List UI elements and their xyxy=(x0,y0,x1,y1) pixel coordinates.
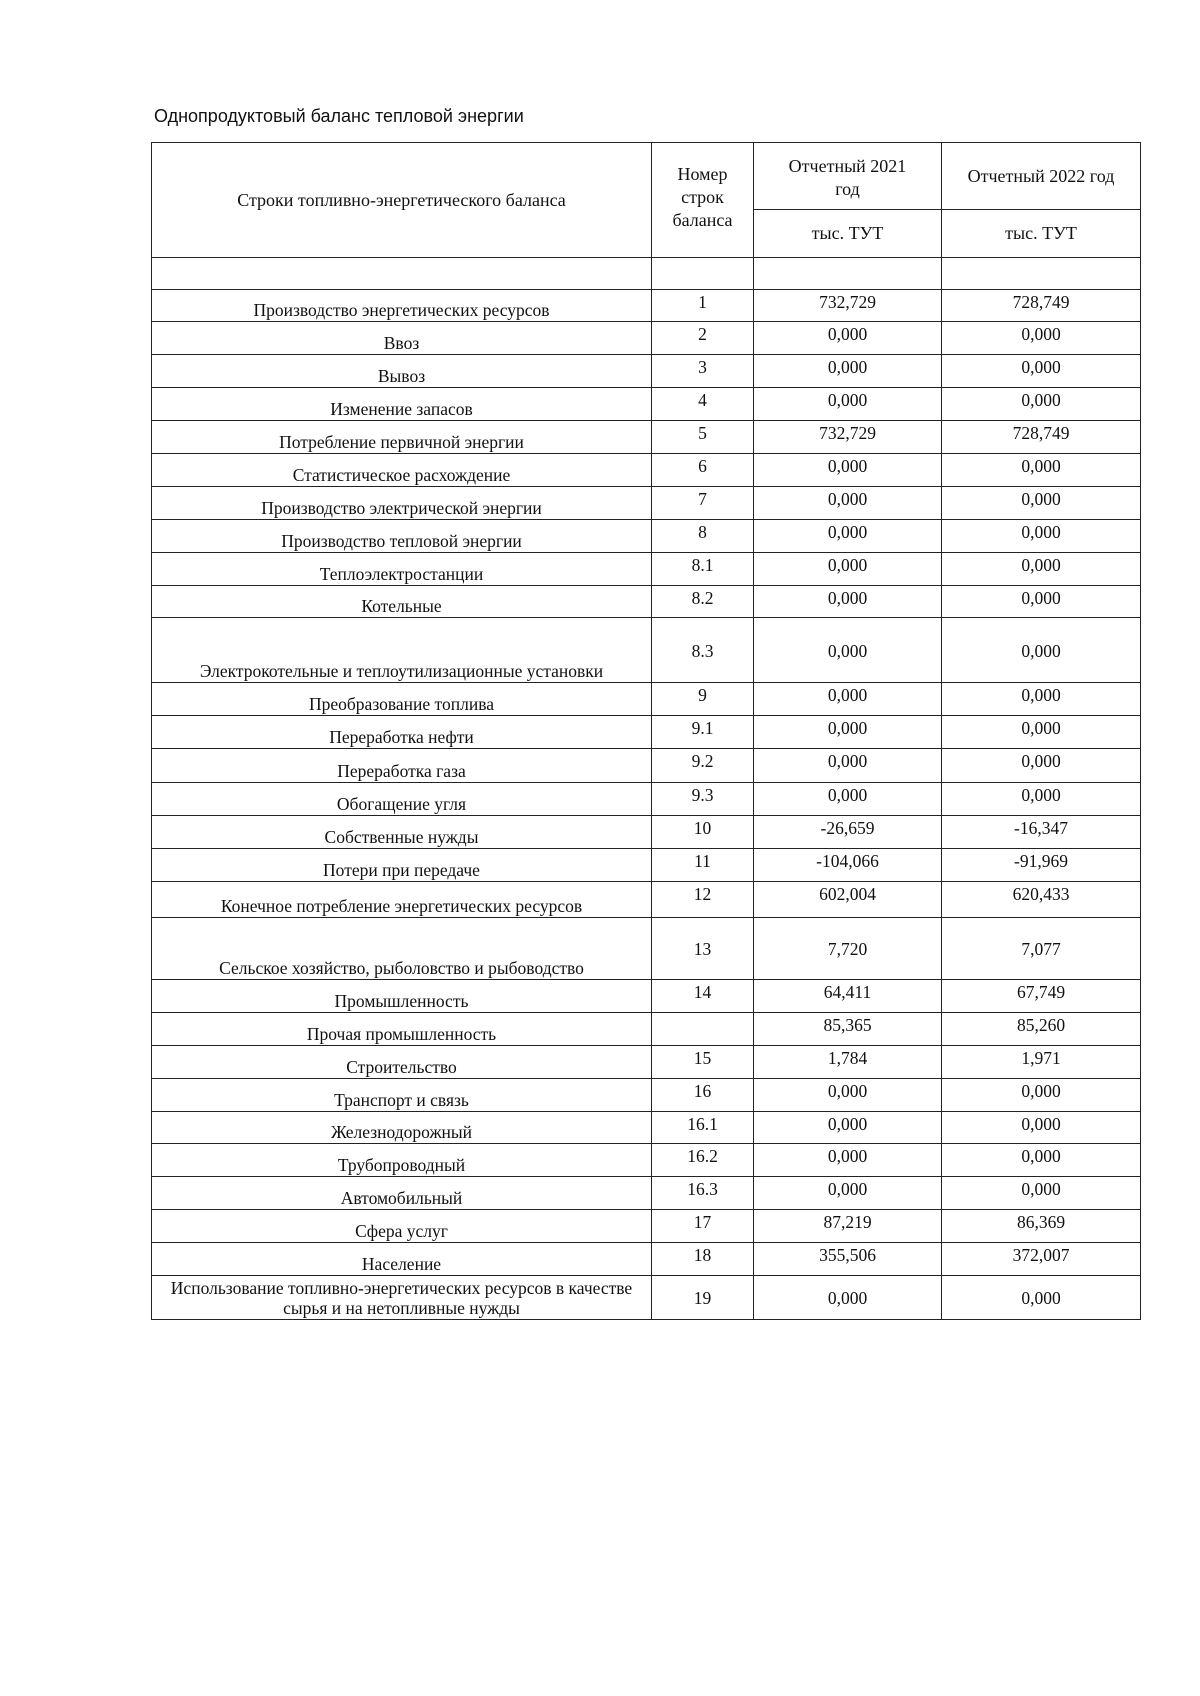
row-name-cell: Использование топливно-энергетических ресурсов в качестве сырья и на нетопливные нужды xyxy=(152,1276,652,1320)
row-number-cell: 2 xyxy=(652,322,754,355)
row-name-cell: Вывоз xyxy=(152,355,652,388)
value-2021-cell: 0,000 xyxy=(754,783,942,816)
table-row xyxy=(152,816,1141,849)
header-row xyxy=(152,143,1141,210)
value-2021-cell: 0,000 xyxy=(754,388,942,421)
row-name-cell: Производство тепловой энергии xyxy=(152,520,652,553)
value-2022-cell: 0,000 xyxy=(942,683,1141,716)
value-2021-cell: 0,000 xyxy=(754,683,942,716)
row-number-cell: 7 xyxy=(652,487,754,520)
row-name-cell: Трубопроводный xyxy=(152,1144,652,1177)
table-row xyxy=(152,918,1141,980)
row-number-cell: 12 xyxy=(652,882,754,918)
spacer-row xyxy=(152,258,1141,290)
row-name-cell: Изменение запасов xyxy=(152,388,652,421)
value-2021-cell: 0,000 xyxy=(754,1177,942,1210)
table-row xyxy=(152,454,1141,487)
row-number-cell: 4 xyxy=(652,388,754,421)
value-2022-cell: 7,077 xyxy=(942,918,1141,980)
row-name-cell: Ввоз xyxy=(152,322,652,355)
table-row xyxy=(152,716,1141,749)
header-year-2022: Отчетный 2022 год xyxy=(942,143,1141,210)
row-name-cell: Потребление первичной энергии xyxy=(152,421,652,454)
value-2022-cell: 0,000 xyxy=(942,487,1141,520)
row-number-cell: 9.2 xyxy=(652,749,754,783)
row-number-cell: 16.1 xyxy=(652,1112,754,1144)
row-name-cell: Сфера услуг xyxy=(152,1210,652,1243)
value-2022-cell: 0,000 xyxy=(942,586,1141,618)
table-row xyxy=(152,618,1141,683)
row-number-cell: 8.2 xyxy=(652,586,754,618)
row-name-cell: Обогащение угля xyxy=(152,783,652,816)
table-row xyxy=(152,421,1141,454)
balance-table xyxy=(151,142,1141,1320)
value-2021-cell: 732,729 xyxy=(754,421,942,454)
value-2021-cell: 0,000 xyxy=(754,520,942,553)
row-number-cell xyxy=(652,1013,754,1046)
value-2022-cell: 0,000 xyxy=(942,520,1141,553)
value-2022-cell: 0,000 xyxy=(942,749,1141,783)
table-row xyxy=(152,388,1141,421)
value-2022-cell: 728,749 xyxy=(942,290,1141,322)
row-name-cell: Население xyxy=(152,1243,652,1276)
row-number-cell: 9.1 xyxy=(652,716,754,749)
row-name-cell: Преобразование топлива xyxy=(152,683,652,716)
value-2022-cell: 372,007 xyxy=(942,1243,1141,1276)
value-2021-cell: 0,000 xyxy=(754,1079,942,1112)
row-name-cell: Производство энергетических ресурсов xyxy=(152,290,652,322)
row-name-cell: Теплоэлектростанции xyxy=(152,553,652,586)
spacer-cell xyxy=(152,258,652,290)
document-title: Однопродуктовый баланс тепловой энергии xyxy=(154,106,524,126)
value-2021-cell: 64,411 xyxy=(754,980,942,1013)
value-2022-cell: 85,260 xyxy=(942,1013,1141,1046)
value-2021-cell: 0,000 xyxy=(754,553,942,586)
table-body xyxy=(152,258,1141,1320)
spacer-cell xyxy=(652,258,754,290)
table-row xyxy=(152,1276,1141,1320)
row-number-cell: 15 xyxy=(652,1046,754,1079)
header-year-2021: Отчетный 2021 год xyxy=(754,143,942,210)
row-number-cell: 10 xyxy=(652,816,754,849)
row-number-cell: 9 xyxy=(652,683,754,716)
value-2021-cell: 0,000 xyxy=(754,487,942,520)
value-2022-cell: 0,000 xyxy=(942,454,1141,487)
value-2022-cell: -91,969 xyxy=(942,849,1141,882)
value-2022-cell: 0,000 xyxy=(942,1276,1141,1320)
spacer-cell xyxy=(754,258,942,290)
row-name-cell: Статистическое расхождение xyxy=(152,454,652,487)
value-2021-cell: 0,000 xyxy=(754,749,942,783)
value-2021-cell: 0,000 xyxy=(754,716,942,749)
value-2021-cell: 355,506 xyxy=(754,1243,942,1276)
row-name-cell: Прочая промышленность xyxy=(152,1013,652,1046)
table-row xyxy=(152,355,1141,388)
row-name-cell: Строительство xyxy=(152,1046,652,1079)
row-name-cell: Потери при передаче xyxy=(152,849,652,882)
value-2021-cell: 85,365 xyxy=(754,1013,942,1046)
value-2022-cell: 0,000 xyxy=(942,322,1141,355)
value-2021-cell: -26,659 xyxy=(754,816,942,849)
table-row xyxy=(152,749,1141,783)
row-number-cell: 17 xyxy=(652,1210,754,1243)
table-row xyxy=(152,322,1141,355)
value-2022-cell: 0,000 xyxy=(942,388,1141,421)
value-2022-cell: 0,000 xyxy=(942,716,1141,749)
value-2021-cell: 7,720 xyxy=(754,918,942,980)
value-2022-cell: -16,347 xyxy=(942,816,1141,849)
value-2022-cell: 67,749 xyxy=(942,980,1141,1013)
value-2022-cell: 620,433 xyxy=(942,882,1141,918)
row-number-cell: 16.2 xyxy=(652,1144,754,1177)
unit-2021: тыс. ТУТ xyxy=(754,210,942,258)
value-2022-cell: 86,369 xyxy=(942,1210,1141,1243)
row-number-cell: 19 xyxy=(652,1276,754,1320)
table-row xyxy=(152,553,1141,586)
value-2022-cell: 0,000 xyxy=(942,1144,1141,1177)
value-2021-cell: 87,219 xyxy=(754,1210,942,1243)
row-number-cell: 9.3 xyxy=(652,783,754,816)
row-name-cell: Транспорт и связь xyxy=(152,1079,652,1112)
value-2021-cell: 0,000 xyxy=(754,322,942,355)
value-2021-cell: 0,000 xyxy=(754,586,942,618)
table-row xyxy=(152,882,1141,918)
row-name-cell: Переработка нефти xyxy=(152,716,652,749)
value-2021-cell: 0,000 xyxy=(754,454,942,487)
value-2021-cell: 0,000 xyxy=(754,618,942,683)
value-2021-cell: 0,000 xyxy=(754,355,942,388)
row-name-cell: Промышленность xyxy=(152,980,652,1013)
row-number-cell: 1 xyxy=(652,290,754,322)
row-number-cell: 5 xyxy=(652,421,754,454)
row-name-cell: Производство электрической энергии xyxy=(152,487,652,520)
row-name-cell: Сельское хозяйство, рыболовство и рыбоводство xyxy=(152,918,652,980)
table-row xyxy=(152,683,1141,716)
row-name-cell: Собственные нужды xyxy=(152,816,652,849)
row-name-cell: Конечное потребление энергетических ресурсов xyxy=(152,882,652,918)
value-2022-cell: 0,000 xyxy=(942,553,1141,586)
row-number-cell: 16.3 xyxy=(652,1177,754,1210)
table-row xyxy=(152,783,1141,816)
table-row xyxy=(152,1079,1141,1112)
table-row xyxy=(152,980,1141,1013)
value-2021-cell: 602,004 xyxy=(754,882,942,918)
table-row xyxy=(152,1013,1141,1046)
table-row xyxy=(152,1243,1141,1276)
row-number-cell: 8 xyxy=(652,520,754,553)
table-row xyxy=(152,1112,1141,1144)
value-2021-cell: 1,784 xyxy=(754,1046,942,1079)
table-row xyxy=(152,1046,1141,1079)
table-row xyxy=(152,849,1141,882)
row-number-cell: 11 xyxy=(652,849,754,882)
row-number-cell: 8.3 xyxy=(652,618,754,683)
table-row xyxy=(152,586,1141,618)
value-2022-cell: 0,000 xyxy=(942,783,1141,816)
value-2021-cell: 0,000 xyxy=(754,1276,942,1320)
value-2022-cell: 1,971 xyxy=(942,1046,1141,1079)
row-number-cell: 3 xyxy=(652,355,754,388)
value-2021-cell: -104,066 xyxy=(754,849,942,882)
row-number-cell: 6 xyxy=(652,454,754,487)
value-2021-cell: 0,000 xyxy=(754,1144,942,1177)
table-row xyxy=(152,290,1141,322)
spacer-cell xyxy=(942,258,1141,290)
table-row xyxy=(152,520,1141,553)
value-2022-cell: 0,000 xyxy=(942,618,1141,683)
row-name-cell: Автомобильный xyxy=(152,1177,652,1210)
table-row xyxy=(152,1144,1141,1177)
header-row-names: Строки топливно-энергетического баланса xyxy=(152,143,652,258)
value-2021-cell: 732,729 xyxy=(754,290,942,322)
row-number-cell: 13 xyxy=(652,918,754,980)
value-2022-cell: 0,000 xyxy=(942,1079,1141,1112)
table-row xyxy=(152,1210,1141,1243)
value-2022-cell: 0,000 xyxy=(942,1112,1141,1144)
row-name-cell: Железнодорожный xyxy=(152,1112,652,1144)
row-number-cell: 16 xyxy=(652,1079,754,1112)
table-row xyxy=(152,487,1141,520)
value-2022-cell: 728,749 xyxy=(942,421,1141,454)
row-name-cell: Котельные xyxy=(152,586,652,618)
row-name-cell: Переработка газа xyxy=(152,749,652,783)
row-number-cell: 8.1 xyxy=(652,553,754,586)
value-2022-cell: 0,000 xyxy=(942,1177,1141,1210)
row-number-cell: 14 xyxy=(652,980,754,1013)
header-row-number: Номер строк баланса xyxy=(652,143,754,258)
table-row xyxy=(152,1177,1141,1210)
value-2021-cell: 0,000 xyxy=(754,1112,942,1144)
row-number-cell: 18 xyxy=(652,1243,754,1276)
row-name-cell: Электрокотельные и теплоутилизационные установки xyxy=(152,618,652,683)
unit-2022: тыс. ТУТ xyxy=(942,210,1141,258)
value-2022-cell: 0,000 xyxy=(942,355,1141,388)
